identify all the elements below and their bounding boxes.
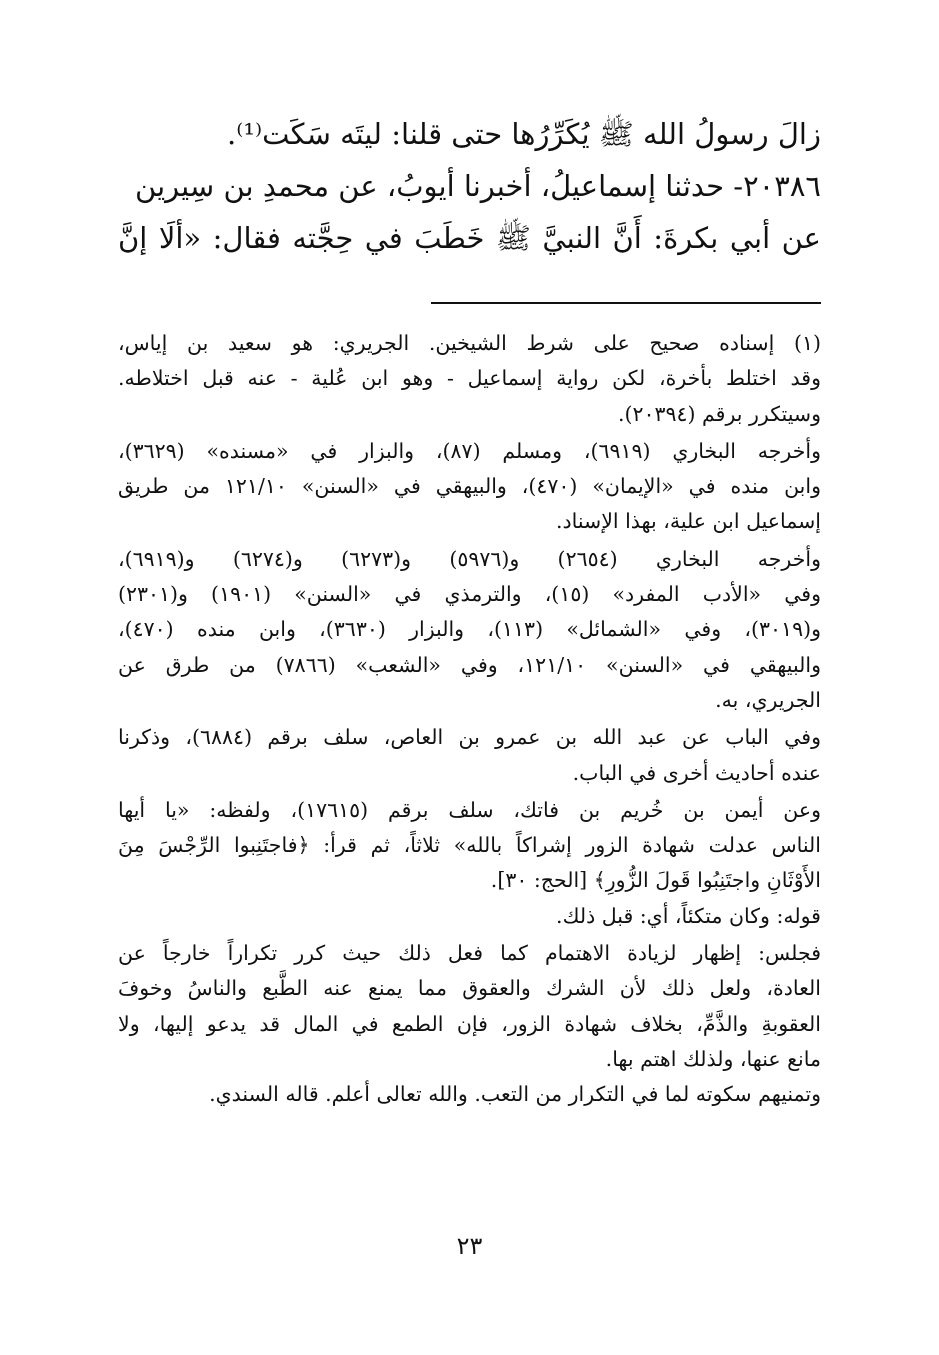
footnote-line: العقوبةِ والذَّمِّ، بخلاف شهادة الزور، فإن الطمع في المال قد يدعو إليها، ولا	[118, 1011, 821, 1036]
footnote-line: مانع عنها، ولذلك اهتم بها.	[605, 1046, 821, 1071]
footnote-line: الجريري، به.	[715, 687, 821, 712]
footnote-line: والبيهقي في «السنن» ١٢١/١٠، وفي «الشعب» (٧٨٦٦) من طرق عن	[118, 652, 821, 677]
footnote-line: العادة، ولعل ذلك لأن الشرك والعقوق مما يمنع عنه الطَّبع والناسُ وخوفَ	[118, 976, 821, 1001]
footnote-line: عنده أحاديث أخرى في الباب.	[572, 760, 821, 785]
footnote-line: (١) إسناده صحيح على شرط الشيخين. الجريري: هو سعيد بن إياس،	[118, 331, 821, 355]
footnote-line: الناس عدلت شهادة الزور إشراكاً بالله» ثلاثاً، ثم قرأ: ﴿فاجتَنِبوا الرِّجْسَ مِنَ	[118, 833, 821, 858]
footnote-separator	[431, 302, 821, 304]
main-line-1: زالَ رسولُ الله ﷺ يُكَرِّرُها حتى قلنا: ليتَه سَكَت⁽¹⁾.	[227, 117, 821, 151]
footnote-line: وابن منده في «الإيمان» (٤٧٠)، والبيهقي في «السنن» ١٢١/١٠ من طريق	[118, 474, 821, 499]
page-number: ٢٣	[456, 1232, 483, 1260]
main-line-3: عن أبي بكرةَ: أَنَّ النبيَّ ﷺ خَطَبَ في حِجَّته فقال: «ألَا إنَّ	[118, 221, 821, 255]
footnote-line: قوله: وكان متكئاً، أي: قبل ذلك.	[556, 903, 821, 928]
footnote-line: وعن أيمن بن خُريم بن فاتك، سلف برقم (١٧٦١٥)، ولفظه: «يا أيها	[118, 797, 822, 822]
main-line-2: ٢٠٣٨٦- حدثنا إسماعيلُ، أخبرنا أيوبُ، عن محمدِ بن سِيرين	[135, 169, 821, 203]
footnote-line: فجلس: إظهار لزيادة الاهتمام كما فعل ذلك حيث كرر تكراراً خارجاً عن	[118, 941, 821, 966]
footnote-line: وفي «الأدب المفرد» (١٥)، والترمذي في «السنن» (١٩٠١) و(٢٣٠١)	[118, 582, 821, 607]
footnote-line: الأَوْثَانِ واجتَنِبُوا قَولَ الزُّورِ﴾ [الحج: ٣٠].	[490, 868, 821, 893]
footnote-line: و(٣٠١٩)، وفي «الشمائل» (١١٣)، والبزار (٣٦٣٠)، وابن منده (٤٧٠)،	[118, 617, 821, 642]
main-text	[118, 108, 821, 264]
footnotes	[118, 326, 821, 1113]
footnote-line: إسماعيل ابن علية، بهذا الإسناد.	[555, 509, 821, 534]
footnote-line: وأخرجه البخاري (٦٩١٩)، ومسلم (٨٧)، والبزار في «مسنده» (٣٦٢٩)،	[118, 438, 821, 463]
footnote-line: وفي الباب عن عبد الله بن عمرو بن العاص، سلف برقم (٦٨٨٤)، وذكرنا	[118, 725, 821, 750]
footnote-line: وأخرجه البخاري (٢٦٥٤) و(٥٩٧٦) و(٦٢٧٣) و(٦٢٧٤) و(٦٩١٩)،	[118, 546, 821, 571]
footnote-line: وتمنيهم سكوته لما في التكرار من التعب. والله تعالى أعلم. قاله السندي.	[209, 1082, 821, 1107]
footnote-line: وقد اختلط بأخرة، لكن رواية إسماعيل - وهو ابن عُلية - عنه قبل اختلاطه.	[118, 366, 821, 391]
footnote-line: وسيتكرر برقم (٢٠٣٩٤).	[617, 401, 821, 426]
